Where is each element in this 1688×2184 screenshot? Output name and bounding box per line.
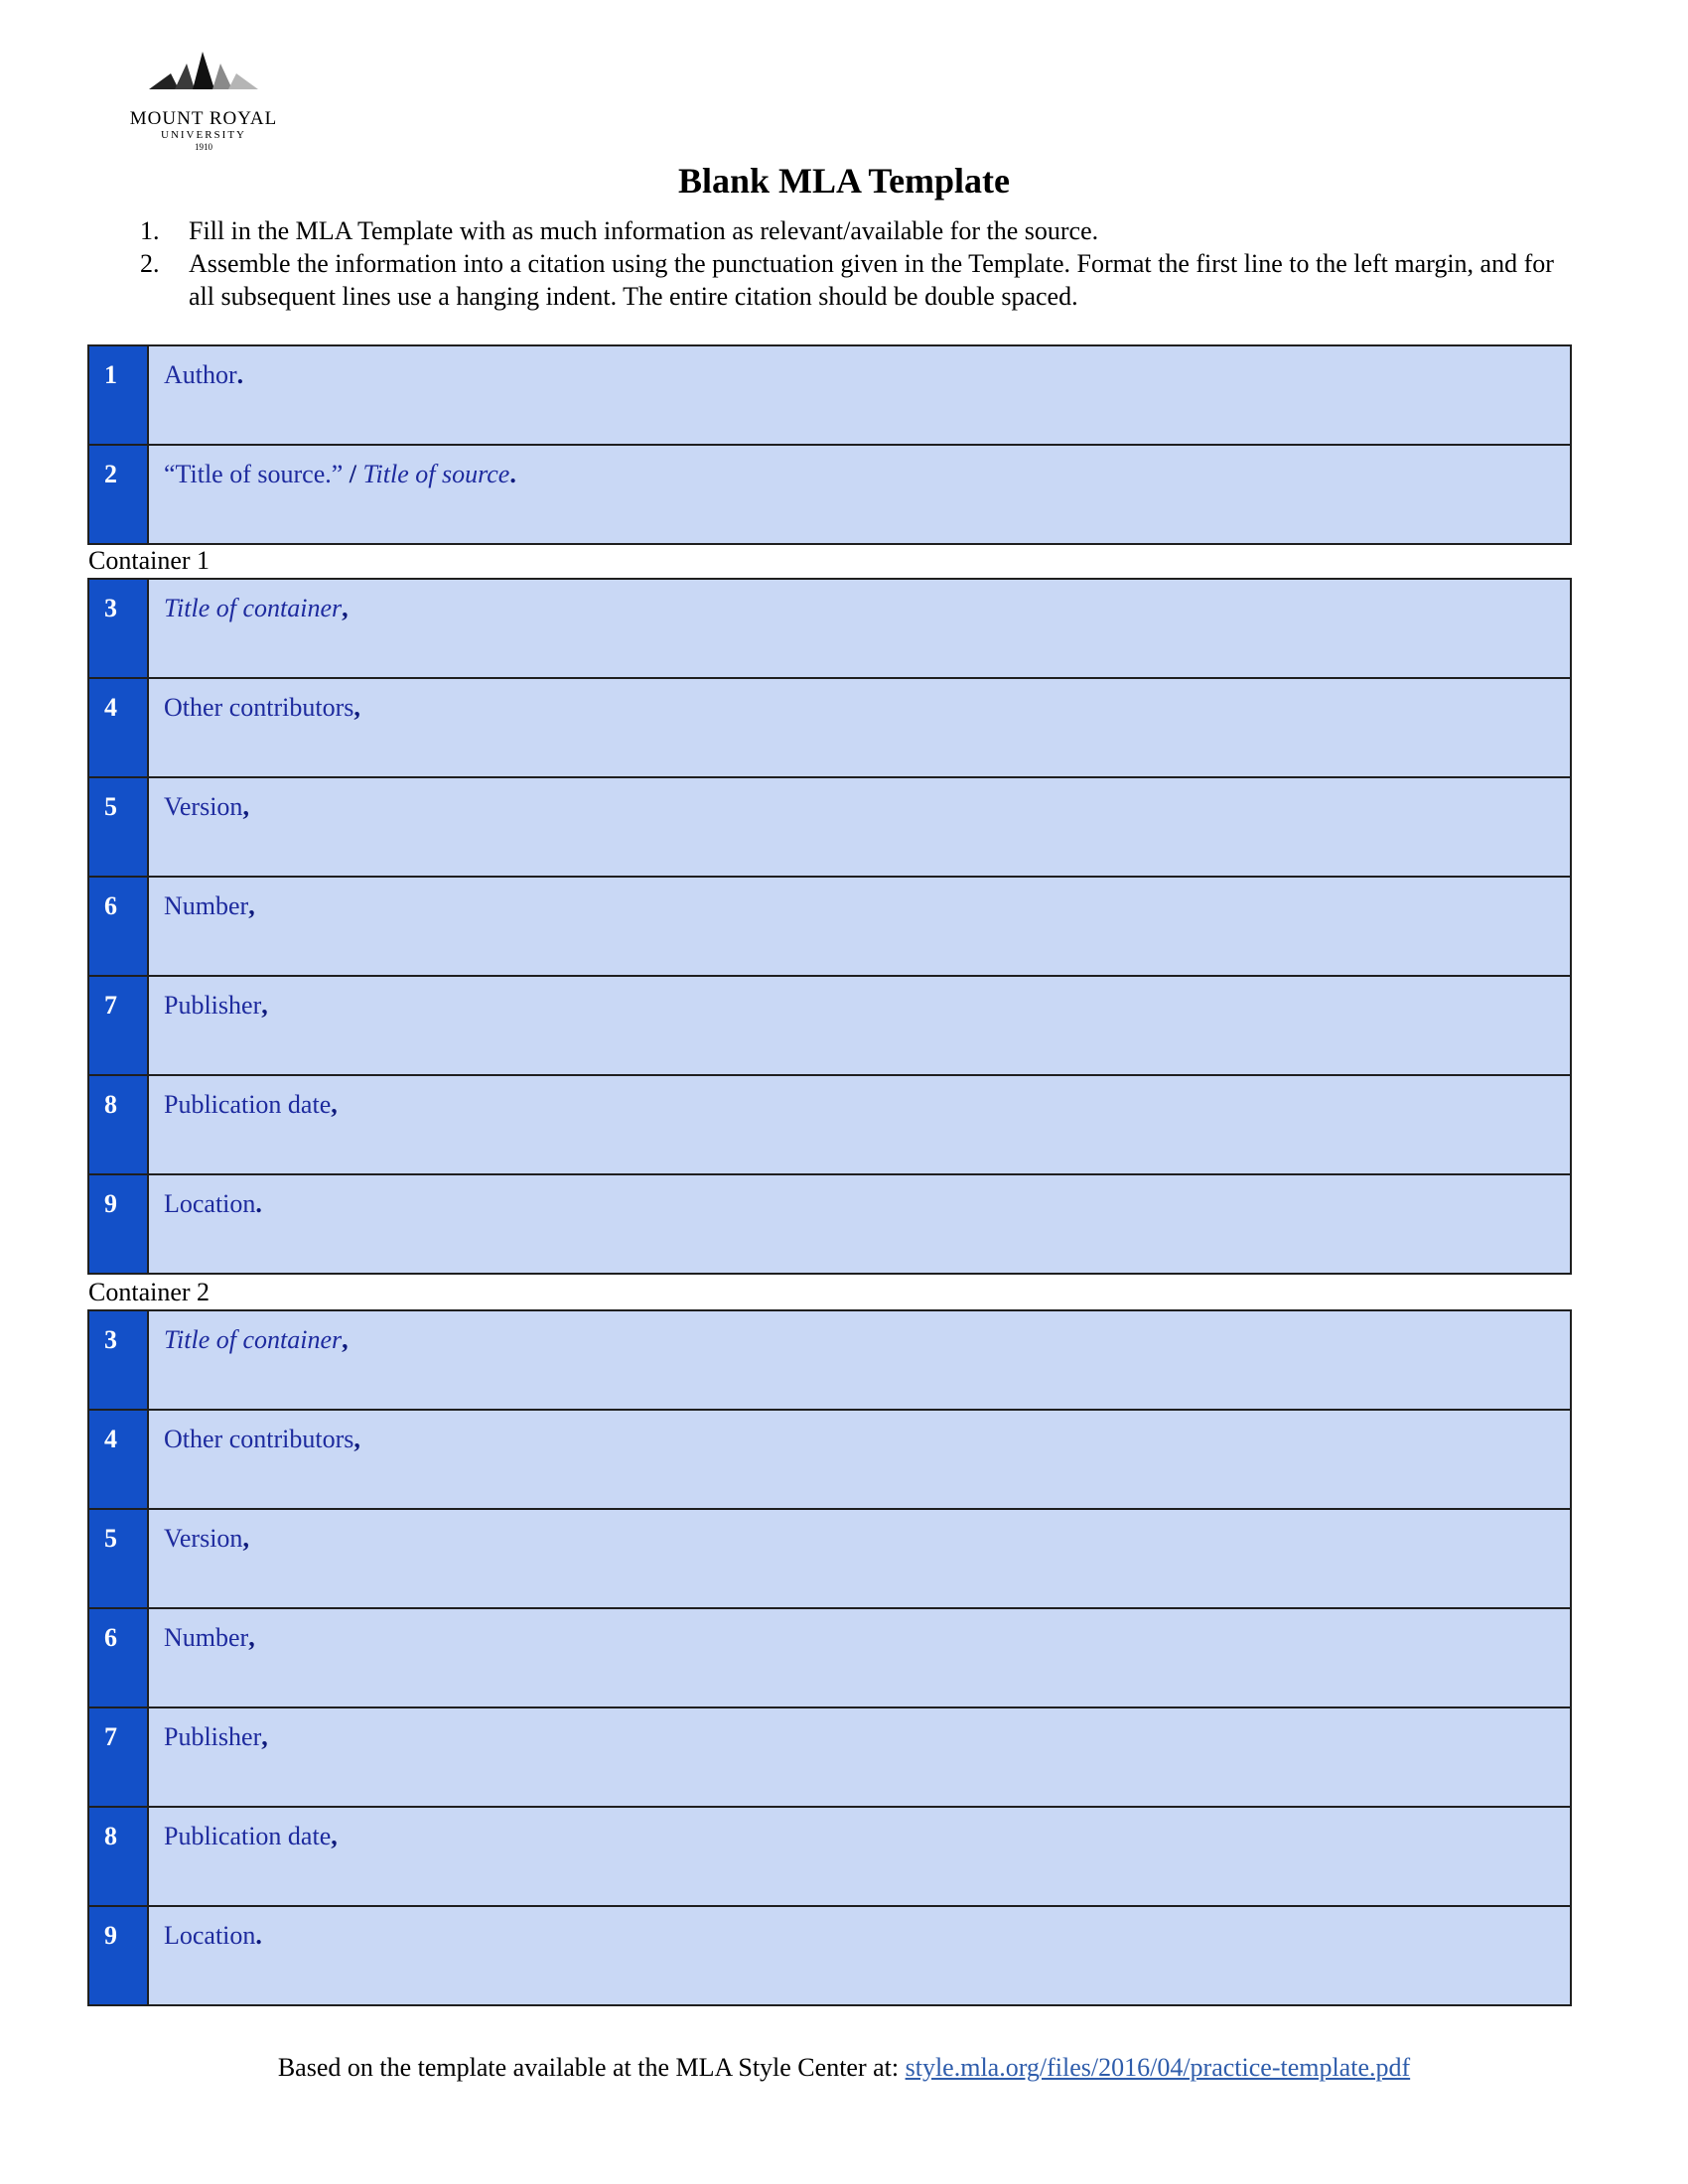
row-number: 7 (89, 1708, 149, 1806)
field-punctuation: . (255, 1921, 262, 1950)
field-label: Publication date (164, 1090, 332, 1119)
field-punctuation: , (248, 1623, 255, 1652)
field-punctuation: , (261, 991, 268, 1020)
university-logo (109, 52, 298, 171)
number-field[interactable] (149, 1609, 1570, 1706)
template-row[interactable] (89, 778, 1570, 878)
field-label: Version (164, 1524, 243, 1553)
instruction-number: 2. (140, 249, 160, 278)
row-number: 3 (89, 1311, 149, 1409)
template-row[interactable] (89, 580, 1570, 679)
row-number: 5 (89, 778, 149, 876)
field-label: Version (164, 792, 243, 821)
field-label-italic: Title of container (164, 594, 343, 622)
row-number: 9 (89, 1907, 149, 2004)
field-punctuation: , (331, 1090, 338, 1119)
field-label-italic: Title of container (164, 1325, 343, 1354)
row-number: 3 (89, 580, 149, 677)
container-2-table (87, 1309, 1572, 2006)
field-label: Other contributors (164, 1425, 354, 1453)
logo-year: 1910 (195, 142, 212, 152)
location-field[interactable] (149, 1907, 1570, 2004)
source-table (87, 344, 1572, 545)
publisher-field[interactable] (149, 1708, 1570, 1806)
version-field[interactable] (149, 1510, 1570, 1607)
version-field[interactable] (149, 778, 1570, 876)
field-label: Location (164, 1189, 256, 1218)
field-punctuation: . (509, 460, 516, 488)
template-row[interactable] (89, 1609, 1570, 1708)
field-punctuation: , (261, 1722, 268, 1751)
row-number: 2 (89, 446, 149, 543)
other-contributors-field[interactable] (149, 1411, 1570, 1508)
row-number: 8 (89, 1808, 149, 1905)
title-of-container-field[interactable] (149, 1311, 1570, 1409)
field-punctuation: . (236, 360, 244, 389)
field-punctuation: , (342, 594, 349, 622)
template-row-title-of-source[interactable] (89, 446, 1570, 543)
row-number: 9 (89, 1175, 149, 1273)
title-of-source-field[interactable] (149, 446, 1570, 543)
row-number: 4 (89, 1411, 149, 1508)
field-punctuation: , (242, 792, 249, 821)
mla-template-link[interactable]: style.mla.org/files/2016/04/practice-template.pdf (905, 2053, 1411, 2082)
field-label: Publication date (164, 1822, 332, 1850)
publication-date-field[interactable] (149, 1076, 1570, 1173)
other-contributors-field[interactable] (149, 679, 1570, 776)
field-punctuation: , (342, 1325, 349, 1354)
field-label: Other contributors (164, 693, 354, 722)
template-row[interactable] (89, 1175, 1570, 1273)
row-number: 1 (89, 346, 149, 444)
row-number: 6 (89, 878, 149, 975)
template-row[interactable] (89, 977, 1570, 1076)
number-field[interactable] (149, 878, 1570, 975)
field-punctuation: . (255, 1189, 262, 1218)
title-of-container-field[interactable] (149, 580, 1570, 677)
template-row[interactable] (89, 1708, 1570, 1808)
row-number: 5 (89, 1510, 149, 1607)
template-row[interactable] (89, 1808, 1570, 1907)
template-row[interactable] (89, 1411, 1570, 1510)
container-1-table (87, 578, 1572, 1275)
container-2-label: Container 2 (88, 1278, 211, 1306)
field-punctuation: , (248, 891, 255, 920)
instruction-number: 1. (140, 216, 160, 245)
row-number: 8 (89, 1076, 149, 1173)
template-row[interactable] (89, 1510, 1570, 1609)
template-row[interactable] (89, 878, 1570, 977)
field-label: Publisher (164, 1722, 262, 1751)
instruction-item (134, 214, 1584, 247)
logo-subtitle: UNIVERSITY (161, 129, 246, 141)
field-punctuation: , (242, 1524, 249, 1553)
publication-date-field[interactable] (149, 1808, 1570, 1905)
template-row-author[interactable] (89, 346, 1570, 446)
footer-note (0, 2053, 1688, 2083)
instruction-text: Fill in the MLA Template with as much information as relevant/available for the source. (189, 216, 1099, 245)
row-number: 7 (89, 977, 149, 1074)
template-row[interactable] (89, 1076, 1570, 1175)
footer-text: Based on the template available at the MLA Style Center at: (277, 2053, 906, 2082)
field-label: “Title of source.” (164, 460, 344, 488)
field-label: Publisher (164, 991, 262, 1020)
page-title: Blank MLA Template (677, 161, 1011, 201)
field-separator: / (343, 460, 363, 488)
author-field[interactable] (149, 346, 1570, 444)
publisher-field[interactable] (149, 977, 1570, 1074)
logo-name: MOUNT ROYAL (129, 108, 278, 129)
location-field[interactable] (149, 1175, 1570, 1273)
template-row[interactable] (89, 1907, 1570, 2004)
field-label: Location (164, 1921, 256, 1950)
instruction-text: Assemble the information into a citation using the punctuation given in the Template. Format the first line to the left margin, and for all subsequent lines use a hanging indent. The entire citation should be double spaced. (189, 249, 1554, 311)
field-label-italic: Title of source (362, 460, 510, 488)
row-number: 6 (89, 1609, 149, 1706)
field-punctuation: , (353, 693, 360, 722)
instructions-list (134, 214, 1584, 313)
field-label: Author (164, 360, 237, 389)
field-label: Number (164, 891, 249, 920)
template-row[interactable] (89, 679, 1570, 778)
instruction-item (134, 247, 1584, 313)
field-label: Number (164, 1623, 249, 1652)
field-punctuation: , (331, 1822, 338, 1850)
template-row[interactable] (89, 1311, 1570, 1411)
row-number: 4 (89, 679, 149, 776)
logo-mark-icon (149, 52, 258, 107)
field-punctuation: , (353, 1425, 360, 1453)
container-1-label: Container 1 (88, 546, 211, 575)
